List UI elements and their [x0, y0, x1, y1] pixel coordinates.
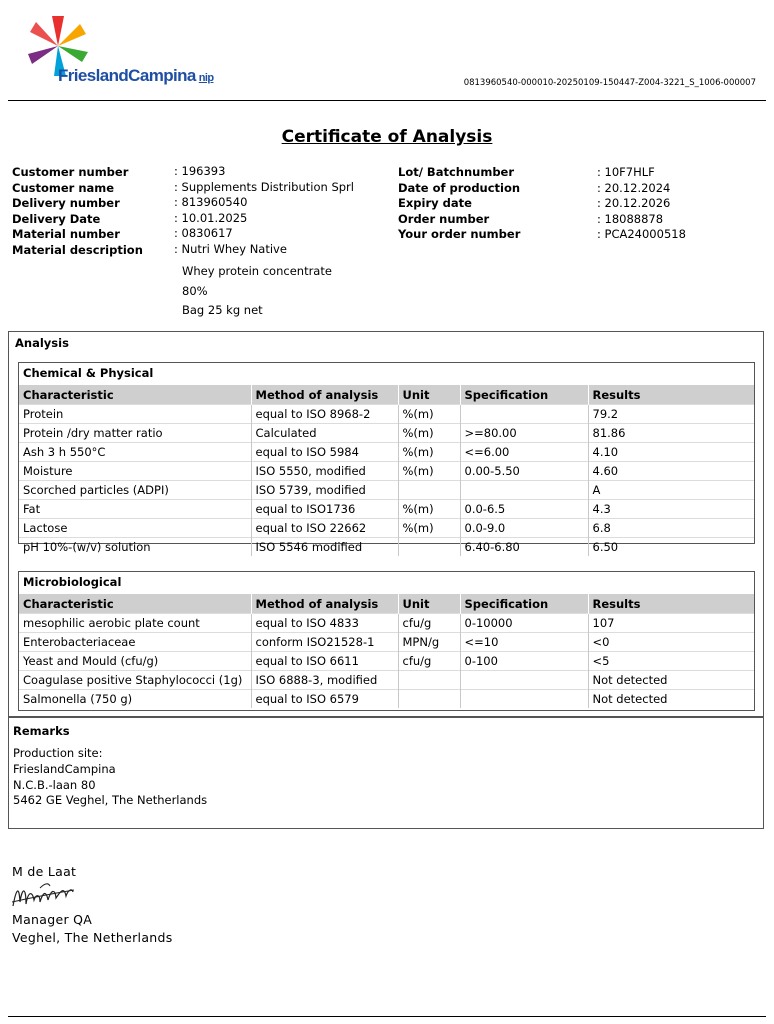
table-row: [19, 538, 754, 557]
table-cell: [460, 405, 588, 424]
column-header: Unit: [398, 594, 460, 614]
column-header: Characteristic: [19, 594, 251, 614]
column-header: Characteristic: [19, 385, 251, 405]
header-field-label: Your order number: [398, 227, 521, 242]
table-cell: 6.40-6.80: [460, 538, 588, 557]
column-header: Specification: [460, 385, 588, 405]
table-cell: %(m): [398, 519, 460, 538]
table-header-row: [19, 594, 754, 614]
table-row: [19, 633, 754, 652]
table-row: [19, 652, 754, 671]
table-cell: Scorched particles (ADPI): [19, 481, 251, 500]
table-cell: ISO 6888-3, modified: [251, 671, 398, 690]
remarks-line: N.C.B.-laan 80: [13, 777, 96, 792]
page-title: Certificate of Analysis: [281, 127, 493, 147]
table-cell: Moisture: [19, 462, 251, 481]
brand-wordmark: FrieslandCampina nip: [58, 66, 214, 85]
column-header: Results: [588, 385, 754, 405]
chemical-physical-title: Chemical & Physical: [23, 366, 154, 380]
table-cell: 6.8: [588, 519, 754, 538]
table-cell: equal to ISO1736: [251, 500, 398, 519]
table-row: [19, 443, 754, 462]
remarks-line: Production site:: [13, 746, 103, 760]
signatory-name: M de Laat: [12, 864, 77, 879]
column-header: Method of analysis: [251, 385, 398, 405]
table-cell: <0: [588, 633, 754, 652]
table-cell: Yeast and Mould (cfu/g): [19, 652, 251, 671]
table-cell: %(m): [398, 424, 460, 443]
table-row: [19, 481, 754, 500]
header-field-label: Customer name: [12, 180, 115, 195]
header-field-label: Customer number: [12, 165, 129, 179]
header-field-value: : 20.12.2026: [597, 196, 671, 211]
table-cell: ISO 5550, modified: [251, 462, 398, 481]
header-field-label: Lot/ Batchnumber: [398, 165, 515, 179]
footer-divider: [8, 1016, 766, 1017]
table-row: [19, 462, 754, 481]
table-cell: ISO 5546 modified: [251, 538, 398, 557]
header-field-value: : 18088878: [597, 211, 664, 226]
table-cell: 0-100: [460, 652, 588, 671]
header-field-label: Material number: [12, 227, 120, 242]
table-cell: <=10: [460, 633, 588, 652]
table-cell: conform ISO21528-1: [251, 633, 398, 652]
table-cell: mesophilic aerobic plate count: [19, 614, 251, 633]
table-cell: 0-10000: [460, 614, 588, 633]
table-cell: 0.00-5.50: [460, 462, 588, 481]
signatory-role: Manager QA: [12, 912, 93, 927]
header-field-value: : 10F7HLF: [597, 165, 655, 179]
remarks-title: Remarks: [13, 724, 70, 738]
remarks-line: FrieslandCampina: [13, 761, 116, 776]
table-cell: 107: [588, 614, 754, 633]
table-cell: equal to ISO 8968-2: [251, 405, 398, 424]
table-row: [19, 671, 754, 690]
header-field-value: : 20.12.2024: [597, 180, 671, 195]
column-header: Specification: [460, 594, 588, 614]
table-cell: Lactose: [19, 519, 251, 538]
table-cell: Not detected: [588, 671, 754, 690]
table-cell: <=6.00: [460, 443, 588, 462]
table-cell: equal to ISO 6579: [251, 690, 398, 709]
header-field-value: : PCA24000518: [597, 227, 686, 242]
table-cell: equal to ISO 4833: [251, 614, 398, 633]
table-row: [19, 519, 754, 538]
remarks-section: [8, 717, 764, 829]
table-cell: %(m): [398, 500, 460, 519]
material-description-line: Whey protein concentrate: [182, 264, 332, 278]
material-description-line: Bag 25 kg net: [182, 303, 263, 317]
table-cell: Ash 3 h 550°C: [19, 443, 251, 462]
header-field-value: : Supplements Distribution Sprl: [174, 179, 354, 194]
column-header: Unit: [398, 385, 460, 405]
table-cell: %(m): [398, 462, 460, 481]
table-cell: 81.86: [588, 424, 754, 443]
header-field-label: Order number: [398, 211, 490, 226]
header-divider: [8, 100, 766, 101]
table-cell: [398, 481, 460, 500]
remarks-text: [13, 746, 207, 809]
table-cell: Salmonella (750 g): [19, 690, 251, 709]
microbiological-panel: [18, 571, 755, 711]
remarks-line: 5462 GE Veghel, The Netherlands: [13, 793, 208, 808]
table-cell: 6.50: [588, 538, 754, 557]
table-cell: 0.0-6.5: [460, 500, 588, 519]
table-cell: A: [588, 481, 754, 500]
table-cell: >=80.00: [460, 424, 588, 443]
table-cell: equal to ISO 6611: [251, 652, 398, 671]
table-row: [19, 690, 754, 709]
column-header: Method of analysis: [251, 594, 398, 614]
header-field-label: Expiry date: [398, 196, 472, 211]
table-row: [19, 614, 754, 633]
table-cell: equal to ISO 22662: [251, 519, 398, 538]
table-cell: cfu/g: [398, 652, 460, 671]
header-field-value: : 196393: [174, 164, 226, 178]
header-field-label: Material description: [12, 243, 143, 257]
table-cell: 4.10: [588, 443, 754, 462]
table-cell: cfu/g: [398, 614, 460, 633]
header-field-label: Delivery Date: [12, 211, 101, 226]
table-cell: [398, 690, 460, 709]
table-cell: Protein /dry matter ratio: [19, 424, 251, 443]
table-cell: [460, 671, 588, 690]
table-row: [19, 424, 754, 443]
table-cell: [460, 690, 588, 709]
table-cell: Fat: [19, 500, 251, 519]
analysis-title: Analysis: [15, 336, 69, 350]
microbiological-title: Microbiological: [23, 575, 122, 589]
table-cell: 4.60: [588, 462, 754, 481]
table-cell: [398, 538, 460, 557]
table-cell: 79.2: [588, 405, 754, 424]
header-field-value: : 813960540: [174, 195, 248, 210]
header-field-value: : 10.01.2025: [174, 210, 248, 225]
header-field-label: Delivery number: [12, 196, 120, 211]
table-cell: ISO 5739, modified: [251, 481, 398, 500]
header-field-label: Date of production: [398, 180, 521, 195]
document-id: 0813960540-000010-20250109-150447-Z004-3221_S_1006-000007: [463, 78, 756, 88]
table-cell: pH 10%-(w/v) solution: [19, 538, 251, 557]
signatory-place: Veghel, The Netherlands: [12, 930, 173, 945]
analysis-section: [8, 331, 764, 717]
header-field-value: : 0830617: [174, 226, 233, 241]
table-cell: Protein: [19, 405, 251, 424]
table-cell: %(m): [398, 405, 460, 424]
chemical-physical-table: [19, 385, 754, 556]
table-cell: 4.3: [588, 500, 754, 519]
table-cell: Enterobacteriaceae: [19, 633, 251, 652]
chemical-physical-panel: [18, 362, 755, 554]
table-header-row: [19, 385, 754, 405]
table-cell: Not detected: [588, 690, 754, 709]
table-cell: <5: [588, 652, 754, 671]
microbiological-table: [19, 594, 754, 708]
header-field-value: : Nutri Whey Native: [174, 242, 287, 256]
table-row: [19, 405, 754, 424]
handwritten-signature: [10, 880, 76, 912]
table-cell: 0.0-9.0: [460, 519, 588, 538]
table-cell: Calculated: [251, 424, 398, 443]
column-header: Results: [588, 594, 754, 614]
material-description-line: 80%: [182, 283, 208, 298]
table-cell: [460, 481, 588, 500]
table-cell: equal to ISO 5984: [251, 443, 398, 462]
table-row: [19, 500, 754, 519]
table-cell: [398, 671, 460, 690]
table-cell: %(m): [398, 443, 460, 462]
table-cell: MPN/g: [398, 633, 460, 652]
table-cell: Coagulase positive Staphylococci (1g): [19, 671, 251, 690]
